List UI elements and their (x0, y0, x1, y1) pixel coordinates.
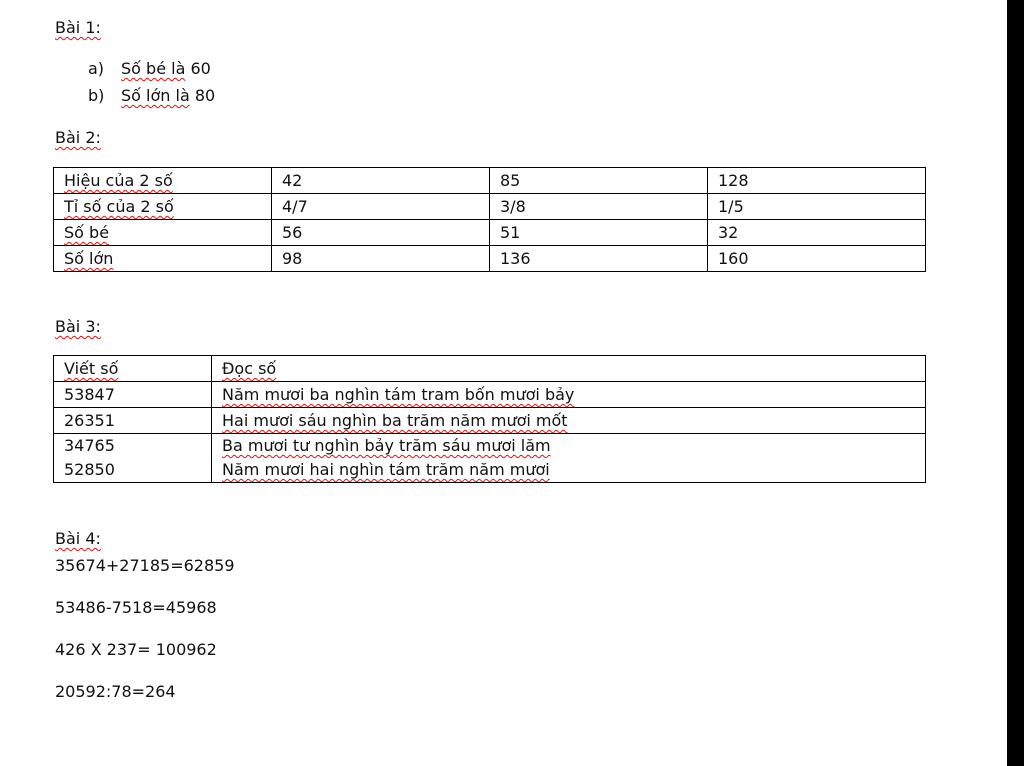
table-row (54, 168, 926, 194)
bai3-reading: Ba mươi tư nghìn bảy trăm sáu mươi lăm (222, 436, 551, 455)
bai3-header-reading: Đọc số (212, 356, 926, 382)
bai3-reading: Hai mươi sáu nghìn ba trăm năm mươi mốt (212, 408, 926, 434)
table-row (54, 246, 926, 272)
bai2-cell: 3/8 (490, 194, 708, 220)
bai1-heading: Bài 1: (55, 18, 101, 37)
bai2-cell: 1/5 (708, 194, 926, 220)
bai4-line: 20592:78=264 (55, 682, 176, 701)
bai2-cell: 136 (490, 246, 708, 272)
bai2-row-label: Số bé (54, 220, 272, 246)
bai2-cell: 128 (708, 168, 926, 194)
bai2-cell: 98 (272, 246, 490, 272)
bai3-header-number: Viết số (54, 356, 212, 382)
bai4-line: 35674+27185=62859 (55, 556, 235, 575)
table-row (54, 434, 926, 483)
table-row (54, 382, 926, 408)
bai3-number: 34765 (64, 436, 115, 455)
bai2-cell: 51 (490, 220, 708, 246)
bai4-line: 53486-7518=45968 (55, 598, 217, 617)
bai2-cell: 42 (272, 168, 490, 194)
bai2-row-label: Hiệu của 2 số (54, 168, 272, 194)
bai3-reading-cell (212, 434, 926, 483)
page-edge-shadow (1007, 0, 1024, 766)
table-row (54, 194, 926, 220)
bai1-item-b-value: 80 (194, 86, 216, 105)
bai1-item-a-label: Số bé là (121, 59, 186, 78)
bai2-cell: 56 (272, 220, 490, 246)
bai4-heading: Bài 4: (55, 529, 101, 548)
bai2-cell: 32 (708, 220, 926, 246)
bai3-heading: Bài 3: (55, 317, 101, 336)
bai3-number: 53847 (54, 382, 212, 408)
bai4-line: 426 X 237= 100962 (55, 640, 217, 659)
bai2-cell: 160 (708, 246, 926, 272)
bai2-row-label: Số lớn (54, 246, 272, 272)
bai3-table (53, 355, 926, 483)
bai1-item-b (121, 86, 215, 105)
bai3-reading: Năm mươi ba nghìn tám tram bốn mươi bảy (212, 382, 926, 408)
bai1-item-a (121, 59, 211, 78)
table-row (54, 408, 926, 434)
bai1-item-b-marker: b) (88, 86, 105, 105)
bai1-item-a-marker: a) (88, 59, 105, 78)
bai3-number-cell (54, 434, 212, 483)
table-row (54, 220, 926, 246)
bai2-row-label: Tỉ số của 2 số (54, 194, 272, 220)
bai3-number: 52850 (64, 460, 115, 479)
bai2-table (53, 167, 926, 272)
table-row (54, 356, 926, 382)
bai3-number: 26351 (54, 408, 212, 434)
bai1-item-a-value: 60 (190, 59, 211, 78)
bai2-heading: Bài 2: (55, 128, 101, 147)
bai2-cell: 85 (490, 168, 708, 194)
bai1-item-b-label: Số lớn là (121, 86, 190, 105)
bai3-reading: Năm mươi hai nghìn tám trăm năm mươi (222, 460, 550, 479)
bai2-cell: 4/7 (272, 194, 490, 220)
